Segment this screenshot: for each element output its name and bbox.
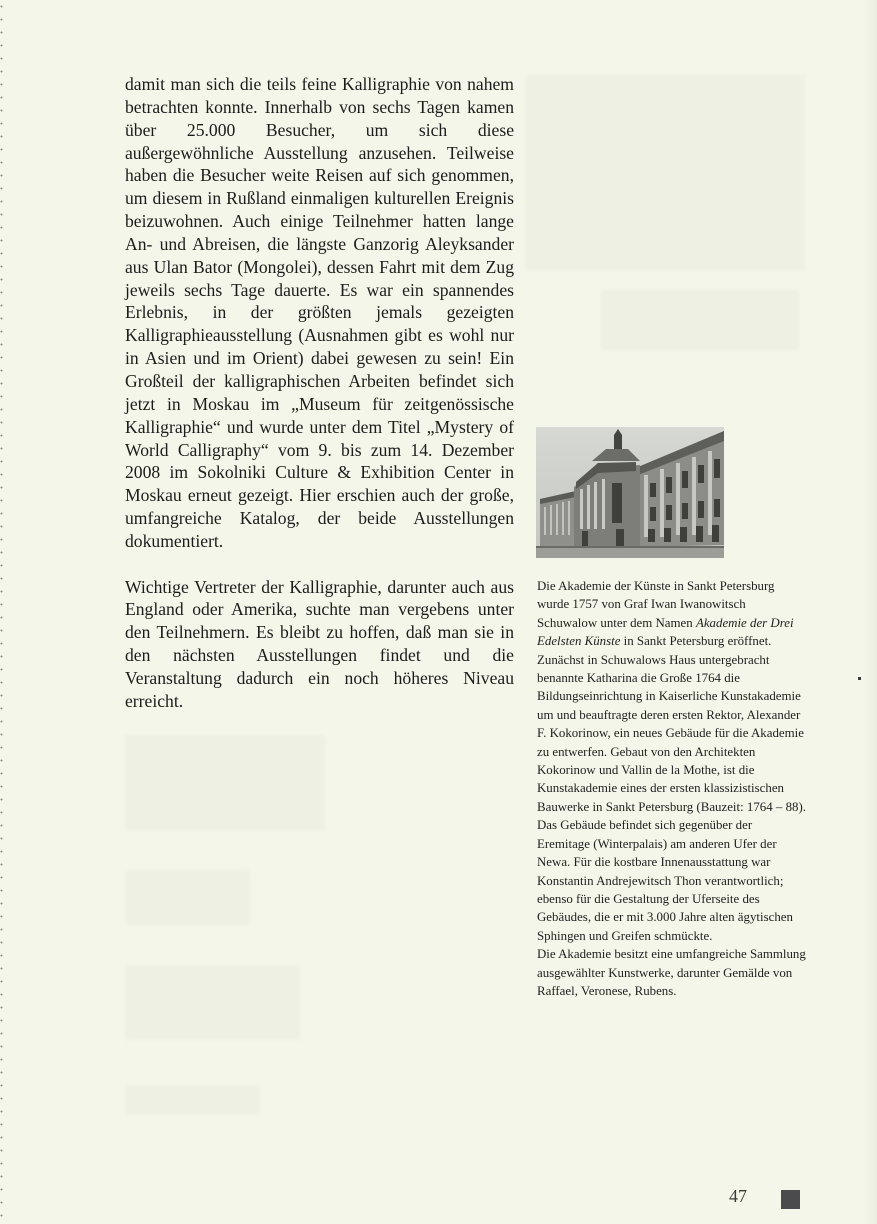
building-illustration (536, 427, 724, 558)
photo-caption (537, 577, 807, 1000)
show-through-shadow (125, 965, 300, 1040)
show-through-shadow (125, 870, 250, 925)
page-marker-square (781, 1190, 800, 1209)
scan-speck (858, 677, 861, 680)
show-through-shadow (525, 75, 805, 270)
show-through-shadow (600, 290, 800, 350)
caption-text: Die Akademie der Künste in Sankt Petersburg wurde 1757 von Graf Iwan Iwanowitsch Schuwalow unter dem Namen (537, 579, 775, 630)
binding-edge-dots (0, 0, 3, 1224)
page-edge-shadow (863, 0, 877, 1224)
body-paragraph: damit man sich die teils feine Kalligraphie von nahem betrachten konnte. Innerhalb von sechs Tagen kamen über 25.000 Besucher, um sich diese außergewöhnliche Ausstellung anzusehen. Teilweise haben die Besucher weite Reisen auf sich genommen, um diesem in Rußland einmaligen kulturellen Ereignis beizuwohnen. Auch einige Teilnehmer hatten lange An- und Abreisen, die längste Ganzorig Aleyksander aus Ulan Bator (Mongolei), dessen Fahrt mit dem Zug jeweils sechs Tage dauerte. Es war ein spannendes Erlebnis, in der größten jemals gezeigten Kalligraphieausstellung (Ausnahmen gibt es wohl nur in Asien und im Orient) dabei gewesen zu sein! Ein Großteil der kalligraphischen Arbeiten befindet sich jetzt in Moskau im „Museum für zeitgenössische Kalligraphie“ und wurde unter dem Titel „Mystery of World Calligraphy“ vom 9. bis zum 14. Dezember 2008 im Sokolniki Culture & Exhibition Center in Moskau erneut gezeigt. Hier erschien auch der große, umfangreiche Katalog, der beide Ausstellungen dokumentiert. (125, 74, 514, 551)
body-paragraph: Wichtige Vertreter der Kalligraphie, darunter auch aus England oder Amerika, suchte man vergebens unter den Teilnehmern. Es bleibt zu hoffen, daß man sie in den nächsten Ausstellungen findet und die Veranstaltung dadurch ein noch höheres Niveau erreicht. (125, 576, 514, 711)
caption-text: in Sankt Petersburg eröffnet. Zunächst in Schuwalows Haus untergebracht benannte Katharina die Große 1764 die Bildungseinrichtung in Kaiserliche Kunstakademie um und beauftragte deren ersten Rektor, Alexander F. Kokorinow, ein neues Gebäude für die Akademie zu entwerfen. Gebaut von den Architekten Kokorinow und Vallin de la Mothe, ist die Kunstakademie eines der ersten klassizistischen Bauwerke in Sankt Petersburg (Bauzeit: 1764 – 88). Das Gebäude befindet sich gegenüber der Eremitage (Winterpalais) am anderen Ufer der Newa. Für die kostbare Innenausstattung war Konstantin Andrejewitsch Thon verantwortlich; ebenso für die Gestaltung der Uferseite des Gebäudes, die er mit 3.000 Jahre alten ägytischen Sphingen und Greifen schmückte. (537, 634, 806, 943)
caption-text: Die Akademie besitzt eine umfangreiche Sammlung ausgewählter Kunstwerke, darunter Gemälde von Raffael, Veronese, Rubens. (537, 947, 806, 998)
show-through-shadow (125, 735, 325, 830)
main-text-column (125, 73, 514, 713)
caption-italic-title: Akademie der Drei Edelsten Künste (537, 615, 794, 649)
page-number: 47 (729, 1186, 747, 1206)
academy-building-photo (536, 427, 724, 558)
show-through-shadow (125, 1085, 260, 1115)
